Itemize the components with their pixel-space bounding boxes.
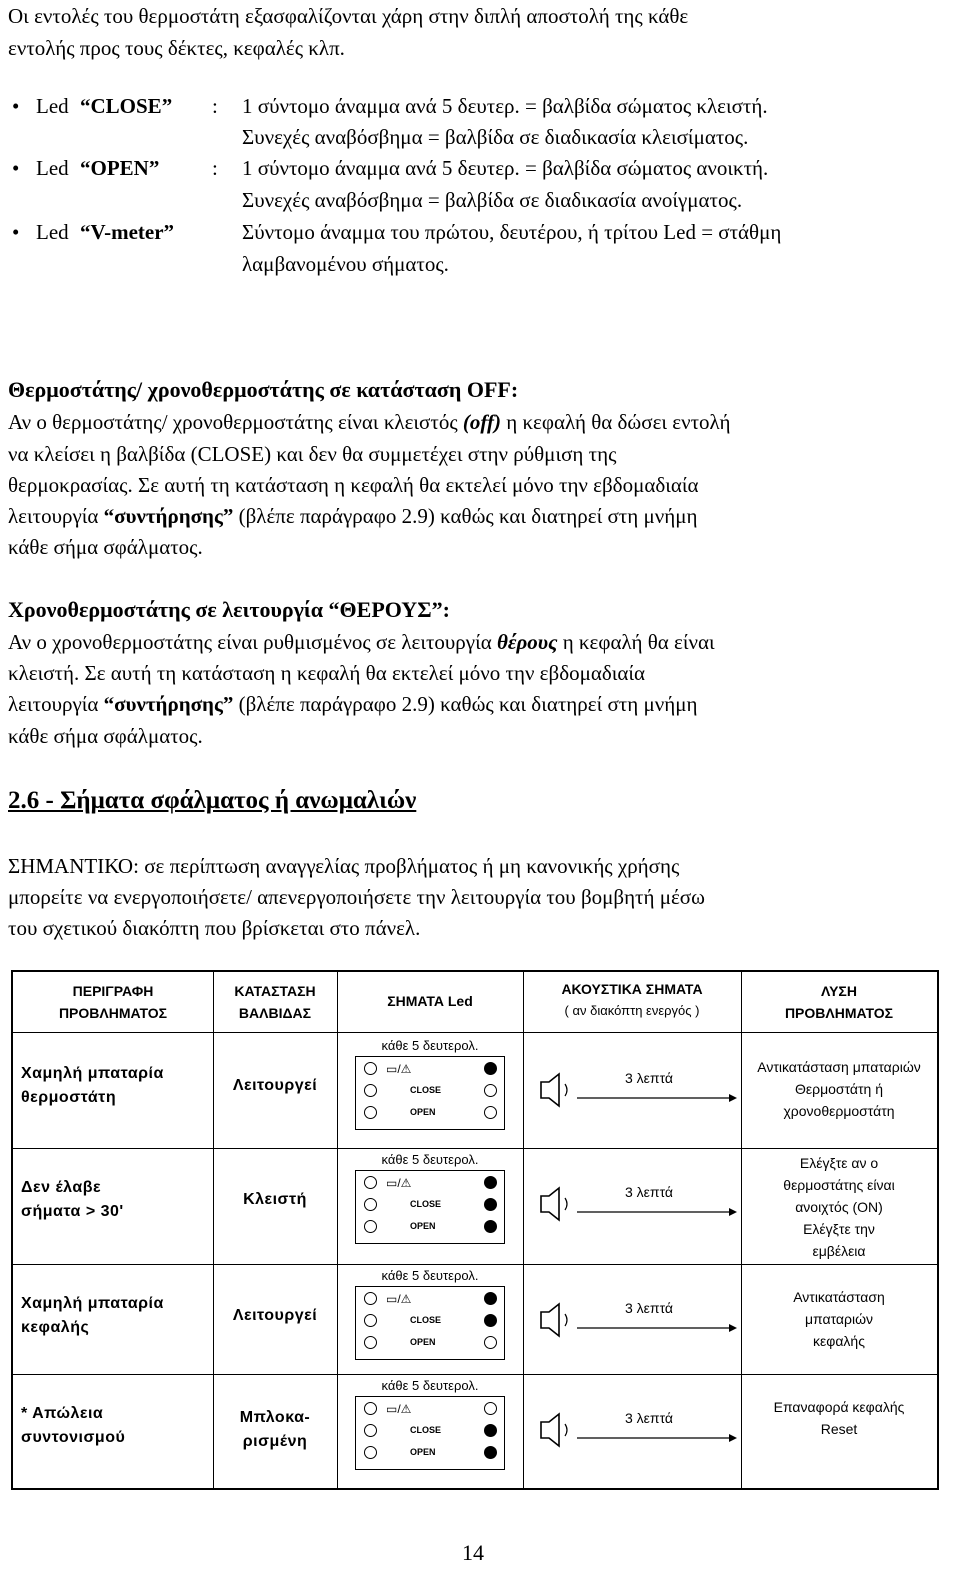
led-circle-icon — [484, 1424, 497, 1437]
led-open-prefix: Led — [36, 156, 69, 180]
problem-solution: Αντικατάσταση μπαταριών κεφαλής — [793, 1289, 885, 1349]
header-valve-state: ΚΑΤΑΣΤΑΣΗ ΒΑΛΒΙΔΑΣ — [234, 983, 316, 1021]
sound-signal — [533, 1410, 763, 1450]
intro-line-1: Οι εντολές του θερμοστάτη εξασφαλίζονται χάρη στην διπλή αποστολή της κάθε — [8, 4, 689, 28]
led-close-label: CLOSE — [410, 1085, 442, 1095]
led-circle-icon — [364, 1292, 377, 1305]
led-interval-label: κάθε 5 δευτερολ. — [381, 1268, 479, 1283]
problem-solution: Επαναφορά κεφαλής Reset — [773, 1399, 905, 1437]
led-indicator-box — [355, 1396, 505, 1470]
led-circle-icon — [364, 1336, 377, 1349]
off-section-title: Θερμοστάτης/ χρονοθερμοστάτης σε κατάσταση OFF: — [8, 377, 519, 402]
led-open-label: OPEN — [410, 1221, 436, 1231]
led-circle-icon — [484, 1062, 497, 1075]
led-vmeter-prefix: Led — [36, 220, 69, 244]
led-indicator-box — [355, 1056, 505, 1130]
summer-line-2: κλειστή. Σε αυτή τη κατάσταση η κεφαλή θα εκτελεί μόνο την εβδομαδιαία — [8, 661, 646, 685]
led-indicator-box — [355, 1170, 505, 1244]
battery-warning-icon: ▭/⚠ — [386, 1062, 412, 1076]
off-line-3: θερμοκρασίας. Σε αυτή τη κατάσταση η κεφαλή θα εκτελεί μόνο την εβδομαδιαία — [8, 473, 699, 497]
summer-line-4: κάθε σήμα σφάλματος. — [8, 724, 203, 748]
sound-timer: 3 λεπτά — [625, 1070, 674, 1086]
led-circle-icon — [484, 1314, 497, 1327]
header-led-signals: ΣΗΜΑΤΑ Led — [387, 993, 473, 1009]
valve-state: Μπλοκα- ρισμένη — [239, 1409, 311, 1450]
important-line-3: του σχετικού διακόπτη που βρίσκεται στο πάνελ. — [8, 916, 421, 940]
led-close-label: CLOSE — [410, 1315, 442, 1325]
led-open-desc-1: 1 σύντομο άναμμα ανά 5 δευτερ. = βαλβίδα σώματος ανοικτή. — [242, 156, 769, 180]
header-solution: ΛΥΣΗ ΠΡΟΒΛΗΜΑΤΟΣ — [784, 983, 894, 1021]
led-circle-icon — [364, 1084, 377, 1097]
summer-line-3: λειτουργία “συντήρησης” (βλέπε παράγραφο 2.9) καθώς και διατηρεί στη μνήμη — [8, 692, 698, 716]
sound-signal — [533, 1300, 763, 1340]
led-circle-icon — [484, 1176, 497, 1189]
led-open-label: OPEN — [410, 1447, 436, 1457]
problem-description: Χαμηλή μπαταρία κεφαλής — [21, 1295, 164, 1336]
led-indicator-box — [355, 1286, 505, 1360]
header-sound-signals: ΑΚΟΥΣΤΙΚΑ ΣΗΜΑΤΑ ( αν διακόπτη ενεργός ) — [561, 981, 703, 1018]
sound-timer: 3 λεπτά — [625, 1410, 674, 1426]
intro-line-2: εντολής προς τους δέκτες, κεφαλές κλπ. — [8, 36, 345, 60]
led-circle-icon — [484, 1292, 497, 1305]
bullet-icon: • — [12, 156, 20, 180]
led-close-label: CLOSE — [410, 1425, 442, 1435]
led-circle-icon — [364, 1446, 377, 1459]
important-line-1: ΣΗΜΑΝΤΙΚΟ: σε περίπτωση αναγγελίας προβλήματος ή μη κανονικής χρήσης — [8, 854, 680, 878]
led-interval-label: κάθε 5 δευτερολ. — [381, 1152, 479, 1167]
sound-signal — [533, 1184, 763, 1224]
led-circle-icon — [364, 1314, 377, 1327]
led-circle-icon — [364, 1176, 377, 1189]
led-open-sep: : — [212, 156, 218, 180]
problem-solution: Αντικατάσταση μπαταριών Θερμοστάτη ή χρονοθερμοστάτη — [757, 1059, 921, 1119]
problem-description: Δεν έλαβε σήματα > 30' — [21, 1179, 124, 1220]
section-heading-2-6: 2.6 - Σήματα σφάλματος ή ανωμαλιών — [8, 787, 417, 814]
sound-timer: 3 λεπτά — [625, 1184, 674, 1200]
led-open-label: OPEN — [410, 1107, 436, 1117]
led-interval-label: κάθε 5 δευτερολ. — [381, 1038, 479, 1053]
led-circle-icon — [364, 1106, 377, 1119]
led-circle-icon — [484, 1446, 497, 1459]
led-close-desc-1: 1 σύντομο άναμμα ανά 5 δευτερ. = βαλβίδα σώματος κλειστή. — [242, 94, 768, 118]
problem-description: * Απώλεια συντονισμού — [21, 1405, 126, 1446]
valve-state: Λειτουργεί — [232, 1077, 318, 1094]
led-panel — [355, 1038, 505, 1130]
led-close-label: CLOSE — [410, 1199, 442, 1209]
page-number: 14 — [462, 1540, 484, 1565]
led-circle-icon — [364, 1062, 377, 1075]
battery-warning-icon: ▭/⚠ — [386, 1176, 412, 1190]
off-line-4: λειτουργία “συντήρησης” (βλέπε παράγραφο 2.9) καθώς και διατηρεί στη μνήμη — [8, 504, 698, 528]
led-circle-icon — [484, 1336, 497, 1349]
led-panel — [355, 1152, 505, 1244]
valve-state: Λειτουργεί — [232, 1307, 318, 1324]
led-circle-icon — [484, 1106, 497, 1119]
led-circle-icon — [484, 1084, 497, 1097]
led-panel — [355, 1378, 505, 1470]
led-circle-icon — [484, 1220, 497, 1233]
bullet-icon: • — [12, 94, 20, 118]
led-open-name: “OPEN” — [80, 156, 160, 180]
led-circle-icon — [484, 1402, 497, 1415]
led-vmeter-desc-2: λαμβανομένου σήματος. — [242, 252, 449, 276]
led-open-desc-2: Συνεχές αναβόσβημα = βαλβίδα σε διαδικασία ανοίγματος. — [242, 188, 743, 212]
led-close-sep: : — [212, 94, 218, 118]
important-line-2: μπορείτε να ενεργοποιήσετε/ απενεργοποιήσετε την λειτουργία του βομβητή μέσω — [8, 885, 705, 909]
problem-solution: Ελέγξτε αν ο θερμοστάτης είναι ανοιχτός (ON) Ελέγξτε την εμβέλεια — [783, 1155, 895, 1259]
led-vmeter-desc-1: Σύντομο άναμμα του πρώτου, δευτέρου, ή τρίτου Led = στάθμη — [242, 220, 782, 244]
off-line-2: να κλείσει η βαλβίδα (CLOSE) και δεν θα συμμετέχει στην ρύθμιση της — [8, 442, 617, 466]
led-circle-icon — [364, 1198, 377, 1211]
led-close-prefix: Led — [36, 94, 69, 118]
led-panel — [355, 1268, 505, 1360]
off-line-5: κάθε σήμα σφάλματος. — [8, 535, 203, 559]
led-close-desc-2: Συνεχές αναβόσβημα = βαλβίδα σε διαδικασία κλεισίματος. — [242, 125, 749, 149]
error-signals-table — [11, 970, 939, 1490]
led-circle-icon — [364, 1220, 377, 1233]
led-open-label: OPEN — [410, 1337, 436, 1347]
led-circle-icon — [364, 1402, 377, 1415]
led-vmeter-name: “V-meter” — [80, 220, 175, 244]
summer-line-1: Αν ο χρονοθερμοστάτης είναι ρυθμισμένος σε λειτουργία θέρους η κεφαλή θα είναι — [8, 630, 715, 654]
battery-warning-icon: ▭/⚠ — [386, 1292, 412, 1306]
problem-description: Χαμηλή μπαταρία θερμοστάτη — [21, 1065, 164, 1106]
sound-signal — [533, 1070, 763, 1110]
led-circle-icon — [484, 1198, 497, 1211]
led-circle-icon — [364, 1424, 377, 1437]
sound-timer: 3 λεπτά — [625, 1300, 674, 1316]
led-interval-label: κάθε 5 δευτερολ. — [381, 1378, 479, 1393]
led-close-name: “CLOSE” — [80, 94, 173, 118]
valve-state: Κλειστή — [243, 1191, 307, 1208]
summer-section-title: Χρονοθερμοστάτης σε λειτουργία “ΘΕΡΟΥΣ”: — [8, 597, 450, 622]
bullet-icon: • — [12, 220, 20, 244]
off-line-1: Αν ο θερμοστάτης/ χρονοθερμοστάτης είναι κλειστός (off) η κεφαλή θα δώσει εντολή — [8, 410, 731, 434]
battery-warning-icon: ▭/⚠ — [386, 1402, 412, 1416]
header-problem: ΠΕΡΙΓΡΑΦΗ ΠΡΟΒΛΗΜΑΤΟΣ — [58, 983, 168, 1021]
